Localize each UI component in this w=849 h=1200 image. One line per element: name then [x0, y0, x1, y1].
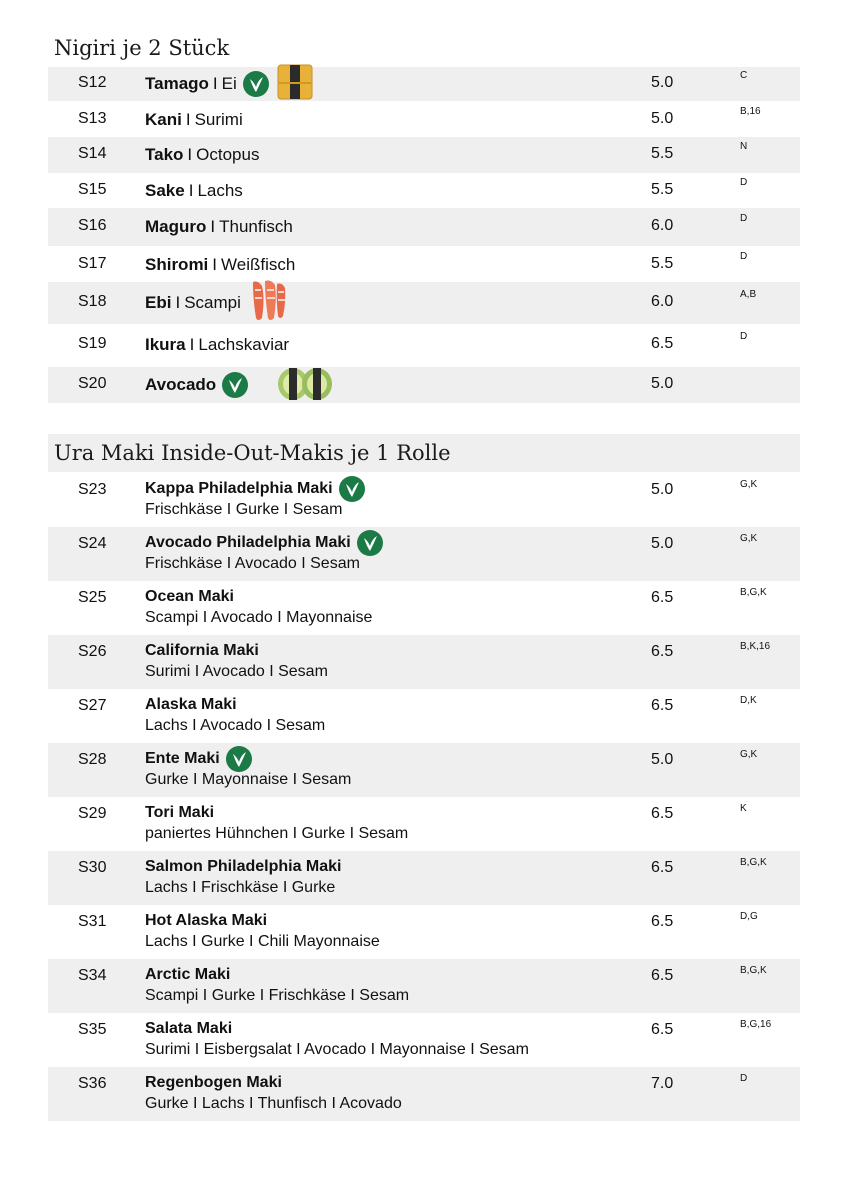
separator: I [187, 145, 193, 164]
item-name [145, 67, 313, 101]
item-title: Ente Maki [145, 750, 220, 767]
item-title: Kappa Philadelphia Maki [145, 480, 333, 497]
item-name [145, 909, 267, 933]
item-name [145, 282, 289, 324]
item-price: 5.5 [651, 181, 674, 198]
separator: I [175, 293, 181, 312]
item-name [145, 137, 259, 173]
item-description: paniertes Hühnchen I Gurke I Sesam [145, 825, 409, 842]
item-subtitle: Octopus [196, 145, 260, 164]
uramaki-row [48, 797, 800, 851]
vegetarian-leaf-icon [357, 530, 383, 556]
allergen-codes: D,K [740, 695, 757, 706]
item-name [145, 325, 289, 365]
item-code: S20 [78, 375, 107, 392]
item-price: 6.5 [651, 859, 674, 876]
uramaki-row [48, 1067, 800, 1121]
item-code: S13 [78, 110, 107, 127]
item-name [145, 693, 237, 717]
item-name [145, 747, 252, 771]
item-title: Sake [145, 181, 185, 200]
item-price: 5.5 [651, 255, 674, 272]
item-code: S31 [78, 913, 107, 930]
allergen-codes: K [740, 803, 747, 814]
uramaki-row [48, 635, 800, 689]
separator: I [188, 181, 194, 200]
item-code: S24 [78, 535, 107, 552]
item-name [145, 1071, 282, 1095]
item-price: 5.0 [651, 535, 674, 552]
item-code: S15 [78, 181, 107, 198]
item-title: Tori Maki [145, 804, 215, 821]
uramaki-row [48, 743, 800, 797]
uramaki-row [48, 1013, 800, 1067]
item-description: Lachs I Avocado I Sesam [145, 717, 326, 734]
allergen-codes: D [740, 251, 748, 262]
nigiri-row [48, 137, 800, 173]
item-subtitle: Thunfisch [219, 217, 293, 236]
allergen-codes: B,G,K [740, 857, 767, 868]
item-price: 6.5 [651, 913, 674, 930]
item-code: S14 [78, 145, 107, 162]
item-title: Regenbogen Maki [145, 1074, 282, 1091]
item-name [145, 367, 334, 403]
vegetarian-leaf-icon [339, 476, 365, 502]
item-price: 6.5 [651, 643, 674, 660]
item-title: Ikura [145, 335, 186, 354]
item-title: Salata Maki [145, 1020, 233, 1037]
item-description: Scampi I Gurke I Frischkäse I Sesam [145, 987, 410, 1004]
vegetarian-leaf-icon [222, 372, 248, 398]
ebi-nigiri-image [249, 278, 289, 329]
item-description: Surimi I Eisbergsalat I Avocado I Mayonnaise I Sesam [145, 1041, 529, 1058]
uramaki-section-title: Ura Maki Inside-Out-Makis je 1 Rolle [48, 434, 800, 472]
nigiri-row [48, 325, 800, 365]
separator: I [212, 255, 218, 274]
nigiri-row [48, 174, 800, 208]
separator: I [185, 110, 191, 129]
item-code: S36 [78, 1075, 107, 1092]
allergen-codes: C [740, 70, 748, 81]
uramaki-row [48, 851, 800, 905]
item-title: Hot Alaska Maki [145, 912, 268, 929]
item-name [145, 477, 365, 501]
uramaki-row [48, 689, 800, 743]
nigiri-row [48, 67, 800, 101]
item-name [145, 103, 243, 137]
item-price: 6.5 [651, 335, 674, 352]
item-code: S19 [78, 335, 107, 352]
item-subtitle: Lachskaviar [198, 335, 290, 354]
item-subtitle: Surimi [194, 110, 243, 129]
item-code: S29 [78, 805, 107, 822]
item-price: 7.0 [651, 1075, 674, 1092]
nigiri-row [48, 208, 800, 246]
item-name [145, 1017, 232, 1041]
item-price: 6.5 [651, 1021, 674, 1038]
item-code: S25 [78, 589, 107, 606]
item-price: 6.5 [651, 805, 674, 822]
separator: I [212, 74, 218, 93]
nigiri-row [48, 103, 800, 137]
item-title: Avocado Philadelphia Maki [145, 534, 351, 551]
item-title: Avocado [145, 375, 217, 394]
item-name [145, 801, 214, 825]
item-description: Lachs I Gurke I Chili Mayonnaise [145, 933, 380, 950]
item-name [145, 639, 259, 663]
allergen-codes: G,K [740, 533, 758, 544]
nigiri-row [48, 247, 800, 283]
item-subtitle: Scampi [184, 293, 241, 312]
allergen-codes: B,G,K [740, 587, 767, 598]
item-name [145, 208, 293, 246]
item-description: Frischkäse I Avocado I Sesam [145, 555, 360, 572]
nigiri-row [48, 282, 800, 324]
uramaki-row [48, 581, 800, 635]
vegetarian-leaf-icon [243, 71, 269, 97]
allergen-codes: B,16 [740, 106, 761, 117]
avocado-nigiri-image [276, 363, 334, 408]
item-price: 6.5 [651, 589, 674, 606]
item-title: Alaska Maki [145, 696, 237, 713]
tamago-nigiri-image [277, 62, 313, 107]
item-price: 6.5 [651, 697, 674, 714]
item-description: Surimi I Avocado I Sesam [145, 663, 328, 680]
item-description: Gurke I Lachs I Thunfisch I Acovado [145, 1095, 402, 1112]
allergen-codes: B,K,16 [740, 641, 771, 652]
allergen-codes: G,K [740, 479, 758, 490]
vegetarian-leaf-icon [226, 746, 252, 772]
allergen-codes: D,G [740, 911, 758, 922]
separator: I [210, 217, 216, 236]
item-name [145, 531, 383, 555]
item-code: S17 [78, 255, 107, 272]
item-title: Tako [145, 145, 184, 164]
item-code: S34 [78, 967, 107, 984]
item-title: Maguro [145, 217, 207, 236]
item-code: S16 [78, 217, 107, 234]
nigiri-section-title: Nigiri je 2 Stück [54, 36, 230, 60]
allergen-codes: G,K [740, 749, 758, 760]
item-price: 5.5 [651, 145, 674, 162]
item-price: 5.0 [651, 751, 674, 768]
item-price: 6.5 [651, 967, 674, 984]
item-name [145, 963, 230, 987]
uramaki-row [48, 473, 800, 527]
item-description: Gurke I Mayonnaise I Sesam [145, 771, 352, 788]
item-code: S18 [78, 293, 107, 310]
allergen-codes: D [740, 177, 748, 188]
item-name [145, 585, 234, 609]
nigiri-row [48, 367, 800, 403]
item-description: Lachs I Frischkäse I Gurke [145, 879, 336, 896]
item-subtitle: Ei [221, 74, 237, 93]
item-code: S35 [78, 1021, 107, 1038]
item-price: 6.0 [651, 293, 674, 310]
item-title: Tamago [145, 74, 209, 93]
item-code: S26 [78, 643, 107, 660]
item-price: 5.0 [651, 74, 674, 91]
item-price: 5.0 [651, 375, 674, 392]
allergen-codes: D [740, 213, 748, 224]
item-subtitle: Weißfisch [221, 255, 296, 274]
item-title: Ocean Maki [145, 588, 234, 605]
item-description: Scampi I Avocado I Mayonnaise [145, 609, 373, 626]
item-price: 5.0 [651, 481, 674, 498]
allergen-codes: B,G,16 [740, 1019, 772, 1030]
allergen-codes: N [740, 141, 748, 152]
item-title: Salmon Philadelphia Maki [145, 858, 342, 875]
allergen-codes: D [740, 331, 748, 342]
item-title: Kani [145, 110, 182, 129]
item-title: Shiromi [145, 255, 209, 274]
item-code: S12 [78, 74, 107, 91]
item-title: Arctic Maki [145, 966, 231, 983]
item-code: S27 [78, 697, 107, 714]
allergen-codes: D [740, 1073, 748, 1084]
item-code: S28 [78, 751, 107, 768]
separator: I [189, 335, 195, 354]
item-code: S23 [78, 481, 107, 498]
item-description: Frischkäse I Gurke I Sesam [145, 501, 343, 518]
item-name [145, 174, 243, 208]
item-code: S30 [78, 859, 107, 876]
allergen-codes: A,B [740, 289, 757, 300]
item-title: California Maki [145, 642, 259, 659]
allergen-codes: B,G,K [740, 965, 767, 976]
item-price: 5.0 [651, 110, 674, 127]
uramaki-row [48, 527, 800, 581]
uramaki-row [48, 959, 800, 1013]
item-subtitle: Lachs [197, 181, 243, 200]
uramaki-row [48, 905, 800, 959]
item-price: 6.0 [651, 217, 674, 234]
item-name [145, 855, 342, 879]
item-title: Ebi [145, 293, 172, 312]
